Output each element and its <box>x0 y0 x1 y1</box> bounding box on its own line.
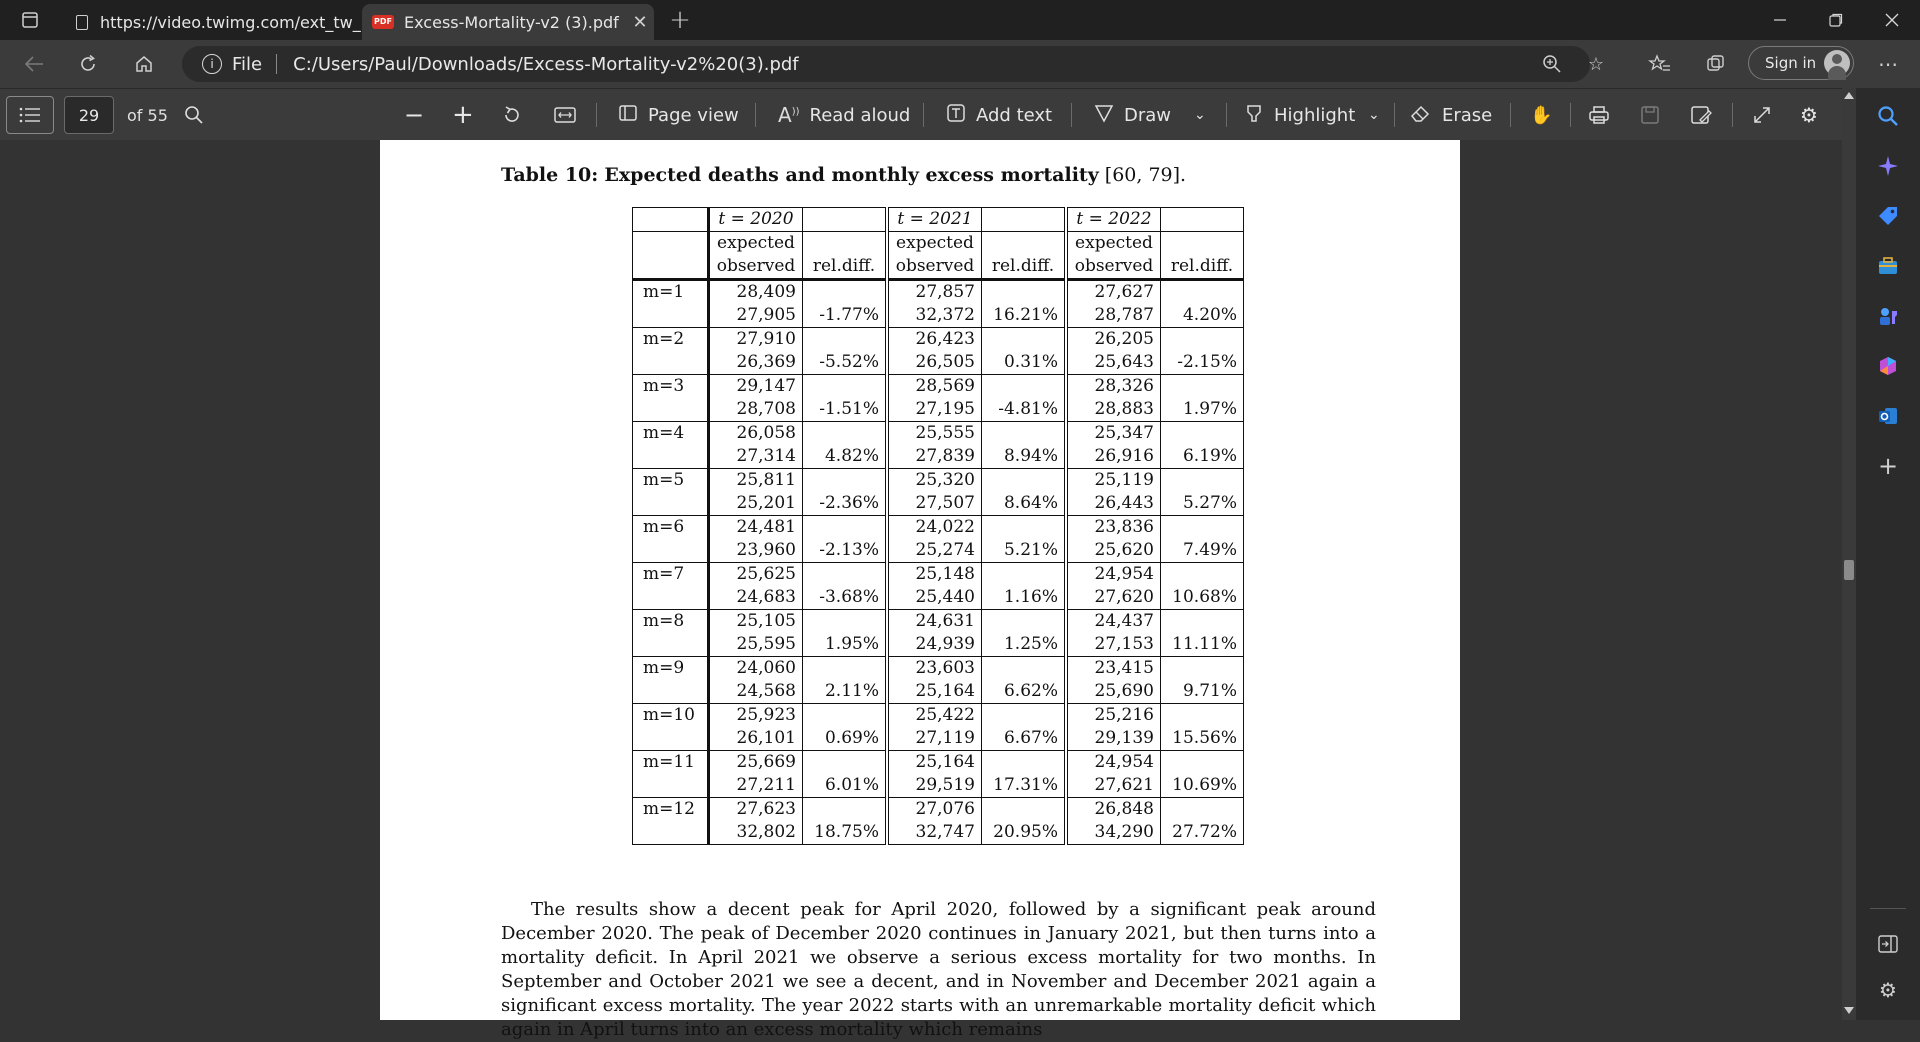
expected-value: 27,627 <box>1094 282 1154 302</box>
month-label: m=1 <box>633 280 709 328</box>
table-row <box>633 469 1244 516</box>
expected-value: 24,954 <box>1094 564 1154 584</box>
caption-label: Table 10: <box>501 164 599 186</box>
observed-value: 24,568 <box>736 681 796 701</box>
expected-value: 25,555 <box>915 423 975 443</box>
header-year-2021: t = 2021 <box>887 208 982 232</box>
expected-observed-cell <box>887 657 982 704</box>
month-label: m=8 <box>633 610 709 657</box>
expected-observed-cell <box>709 657 803 704</box>
table-row <box>633 328 1244 375</box>
observed-value: 27,314 <box>736 446 796 466</box>
expected-observed-cell <box>887 328 982 375</box>
observed-value: 25,274 <box>915 540 975 560</box>
zoom-in-icon[interactable]: + <box>452 100 474 130</box>
find-icon[interactable] <box>184 89 204 141</box>
draw-icon <box>1094 103 1114 128</box>
reldiff-value: -1.77% <box>803 280 888 328</box>
restore-icon[interactable] <box>1808 0 1864 40</box>
reldiff-value: 27.72% <box>1161 798 1244 845</box>
month-label: m=9 <box>633 657 709 704</box>
eraser-icon <box>1410 103 1432 128</box>
expected-observed-cell <box>709 704 803 751</box>
scroll-thumb[interactable] <box>1844 560 1854 580</box>
expected-value: 28,326 <box>1094 376 1154 396</box>
sign-in-label: Sign in <box>1765 54 1817 72</box>
expected-observed-cell <box>887 375 982 422</box>
month-label: m=4 <box>633 422 709 469</box>
zoom-icon[interactable] <box>1538 50 1566 78</box>
observed-value: 25,643 <box>1094 352 1154 372</box>
tab-strip <box>0 0 1920 40</box>
expected-observed-cell <box>1066 610 1161 657</box>
header-cell <box>1161 208 1244 232</box>
expected-value: 25,347 <box>1094 423 1154 443</box>
expected-observed-cell <box>709 469 803 516</box>
page-number-input[interactable]: 29 <box>64 96 114 134</box>
list-icon <box>19 107 41 123</box>
table-row <box>633 657 1244 704</box>
observed-value: 27,621 <box>1094 775 1154 795</box>
close-tab-icon[interactable]: ✕ <box>632 11 648 33</box>
draw-label: Draw <box>1124 104 1172 126</box>
expected-observed-cell <box>1066 469 1161 516</box>
observed-value: 26,505 <box>915 352 975 372</box>
divider <box>1071 103 1072 127</box>
touch-write-icon[interactable]: ✋ <box>1530 104 1553 126</box>
document-icon <box>76 13 88 31</box>
divider <box>596 103 597 127</box>
refresh-icon[interactable] <box>70 48 106 80</box>
expected-observed-cell <box>709 563 803 610</box>
expected-observed-cell <box>1066 375 1161 422</box>
expected-observed-cell <box>1066 280 1161 328</box>
reldiff-value: 4.20% <box>1161 280 1244 328</box>
observed-value: 24,683 <box>736 587 796 607</box>
vertical-scrollbar[interactable] <box>1842 88 1856 1020</box>
expected-observed-cell <box>887 469 982 516</box>
observed-value: 28,883 <box>1094 399 1154 419</box>
month-label: m=6 <box>633 516 709 563</box>
pdf-page <box>380 140 1460 1040</box>
mortality-table <box>632 207 1244 845</box>
table-row <box>633 375 1244 422</box>
header-cell <box>982 208 1067 232</box>
observed-value: 27,195 <box>915 399 975 419</box>
expected-observed-cell <box>1066 657 1161 704</box>
reldiff-value: 5.21% <box>982 516 1067 563</box>
expected-observed-cell <box>1066 516 1161 563</box>
observed-value: 24,939 <box>915 634 975 654</box>
expected-value: 28,569 <box>915 376 975 396</box>
table-row <box>633 798 1244 845</box>
minimize-icon[interactable] <box>1752 0 1808 40</box>
subheader-expected-observed: expected observed <box>709 232 803 280</box>
table-of-contents-button[interactable] <box>6 96 54 134</box>
expected-observed-cell <box>709 422 803 469</box>
read-aloud-icon: A)) <box>778 103 800 127</box>
observed-value: 29,519 <box>915 775 975 795</box>
table-row <box>633 610 1244 657</box>
table-row <box>633 751 1244 798</box>
expected-observed-cell <box>709 798 803 845</box>
reldiff-value: 15.56% <box>1161 704 1244 751</box>
new-tab-icon[interactable]: + <box>669 5 691 35</box>
more-menu-icon[interactable]: ⋯ <box>1878 52 1898 76</box>
expected-value: 23,836 <box>1094 517 1154 537</box>
reldiff-value: -3.68% <box>803 563 888 610</box>
expected-value: 25,422 <box>915 705 975 725</box>
observed-value: 25,690 <box>1094 681 1154 701</box>
expected-value: 26,848 <box>1094 799 1154 819</box>
pdf-toolbar <box>0 88 1842 140</box>
caption-title: Expected deaths and monthly excess mortality <box>604 164 1099 186</box>
url-text[interactable]: C:/Users/Paul/Downloads/Excess-Mortality-v2%20(3).pdf <box>293 53 799 75</box>
expected-value: 25,216 <box>1094 705 1154 725</box>
navigation-bar <box>0 40 1920 88</box>
observed-value: 26,916 <box>1094 446 1154 466</box>
expected-observed-cell <box>1066 704 1161 751</box>
tools-briefcase-icon[interactable] <box>1872 250 1904 282</box>
expected-value: 26,205 <box>1094 329 1154 349</box>
observed-value: 32,372 <box>915 305 975 325</box>
avatar <box>1824 50 1850 76</box>
divider <box>1570 103 1571 127</box>
expected-observed-cell <box>887 751 982 798</box>
reldiff-value: 8.94% <box>982 422 1067 469</box>
reldiff-value: 11.11% <box>1161 610 1244 657</box>
header-cell <box>633 232 709 280</box>
reldiff-value: -4.81% <box>982 375 1067 422</box>
observed-value: 29,139 <box>1094 728 1154 748</box>
expected-value: 25,625 <box>736 564 796 584</box>
divider <box>1732 103 1733 127</box>
page-view-icon <box>618 103 638 127</box>
draw-options-chevron-down-icon[interactable]: ⌄ <box>1194 107 1206 123</box>
expected-observed-cell <box>709 751 803 798</box>
observed-value: 25,201 <box>736 493 796 513</box>
reldiff-value: 7.49% <box>1161 516 1244 563</box>
observed-value: 27,507 <box>915 493 975 513</box>
rotate-icon[interactable] <box>502 89 522 141</box>
reldiff-value: 16.21% <box>982 280 1067 328</box>
highlight-label: Highlight <box>1274 104 1356 126</box>
erase-label: Erase <box>1442 104 1493 126</box>
month-label: m=12 <box>633 798 709 845</box>
reldiff-value: -5.52% <box>803 328 888 375</box>
expected-observed-cell <box>887 280 982 328</box>
expected-observed-cell <box>887 798 982 845</box>
observed-value: 27,153 <box>1094 634 1154 654</box>
copilot-sparkle-icon[interactable] <box>1872 150 1904 182</box>
observed-value: 27,905 <box>736 305 796 325</box>
expected-value: 24,481 <box>736 517 796 537</box>
expected-observed-cell <box>887 516 982 563</box>
observed-value: 25,620 <box>1094 540 1154 560</box>
address-bar[interactable] <box>182 46 1590 82</box>
collections-icon[interactable] <box>1702 50 1730 78</box>
reldiff-value: 17.31% <box>982 751 1067 798</box>
reldiff-value: -2.15% <box>1161 328 1244 375</box>
expected-value: 24,022 <box>915 517 975 537</box>
save-icon[interactable] <box>1640 89 1660 141</box>
expected-observed-cell <box>709 516 803 563</box>
observed-value: 32,802 <box>736 822 796 842</box>
reldiff-value: 1.97% <box>1161 375 1244 422</box>
expected-observed-cell <box>1066 422 1161 469</box>
page-view-label: Page view <box>648 104 739 126</box>
observed-value: 32,747 <box>915 822 975 842</box>
home-icon[interactable] <box>126 48 162 80</box>
tab-title: https://video.twimg.com/ext_tw_ <box>100 12 361 32</box>
pdf-icon: PDF <box>374 13 392 31</box>
expected-value: 24,437 <box>1094 611 1154 631</box>
reldiff-value: 10.69% <box>1161 751 1244 798</box>
expected-value: 23,415 <box>1094 658 1154 678</box>
reldiff-value: 0.31% <box>982 328 1067 375</box>
reldiff-value: 2.11% <box>803 657 888 704</box>
observed-value: 25,595 <box>736 634 796 654</box>
expected-value: 25,320 <box>915 470 975 490</box>
expected-value: 29,147 <box>736 376 796 396</box>
expected-observed-cell <box>1066 563 1161 610</box>
reldiff-value: 5.27% <box>1161 469 1244 516</box>
add-text-label: Add text <box>976 104 1053 126</box>
reldiff-value: -1.51% <box>803 375 888 422</box>
observed-value: 34,290 <box>1094 822 1154 842</box>
microsoft-365-icon[interactable] <box>1872 350 1904 382</box>
subheader-expected-observed: expected observed <box>1066 232 1161 280</box>
table-caption <box>501 164 1186 186</box>
print-icon[interactable] <box>1588 89 1610 141</box>
subheader-expected-observed: expected observed <box>887 232 982 280</box>
month-label: m=3 <box>633 375 709 422</box>
expected-value: 25,164 <box>915 752 975 772</box>
expected-value: 27,857 <box>915 282 975 302</box>
expected-observed-cell <box>887 704 982 751</box>
add-sidebar-app-icon[interactable]: + <box>1877 452 1899 480</box>
expected-value: 27,910 <box>736 329 796 349</box>
table-row <box>633 422 1244 469</box>
table-subheader-row <box>633 232 1244 280</box>
read-aloud-label: Read aloud <box>809 104 911 126</box>
expected-value: 25,669 <box>736 752 796 772</box>
games-chess-icon[interactable] <box>1872 300 1904 332</box>
hide-sidebar-icon[interactable] <box>1872 928 1904 960</box>
add-text-icon <box>946 103 966 128</box>
expected-value: 25,148 <box>915 564 975 584</box>
divider <box>276 54 277 74</box>
back-arrow-icon[interactable] <box>16 48 52 80</box>
reldiff-value: 1.25% <box>982 610 1067 657</box>
draw-button[interactable] <box>1094 89 1171 141</box>
observed-value: 23,960 <box>736 540 796 560</box>
divider <box>1394 103 1395 127</box>
expected-observed-cell <box>887 610 982 657</box>
reldiff-value: 1.95% <box>803 610 888 657</box>
reldiff-value: 1.16% <box>982 563 1067 610</box>
outlook-icon[interactable] <box>1872 400 1904 432</box>
expected-observed-cell <box>887 422 982 469</box>
erase-button[interactable] <box>1410 89 1492 141</box>
shopping-tag-icon[interactable] <box>1872 200 1904 232</box>
observed-value: 28,787 <box>1094 305 1154 325</box>
divider <box>755 103 756 127</box>
divider <box>1226 103 1227 127</box>
zoom-out-icon[interactable]: − <box>404 101 425 129</box>
browser-sidebar <box>1856 88 1920 1020</box>
expected-value: 26,423 <box>915 329 975 349</box>
scroll-up-icon[interactable] <box>1844 92 1854 99</box>
expected-observed-cell <box>1066 798 1161 845</box>
add-text-button[interactable] <box>946 89 1052 141</box>
subheader-reldiff: rel.diff. <box>982 232 1067 280</box>
reldiff-value: 6.01% <box>803 751 888 798</box>
observed-value: 27,119 <box>915 728 975 748</box>
observed-value: 26,443 <box>1094 493 1154 513</box>
info-icon[interactable]: i <box>202 54 222 74</box>
divider <box>923 103 924 127</box>
expected-value: 27,623 <box>736 799 796 819</box>
expected-value: 23,603 <box>915 658 975 678</box>
header-year-2022: t = 2022 <box>1066 208 1161 232</box>
observed-value: 28,708 <box>736 399 796 419</box>
reldiff-value: 6.62% <box>982 657 1067 704</box>
header-cell <box>803 208 888 232</box>
sidebar-settings-gear-icon[interactable]: ⚙ <box>1879 978 1897 1002</box>
tab-pdf[interactable] <box>362 4 654 40</box>
reldiff-value: 20.95% <box>982 798 1067 845</box>
observed-value: 25,440 <box>915 587 975 607</box>
highlight-button[interactable] <box>1244 89 1355 141</box>
close-window-icon[interactable] <box>1864 0 1920 40</box>
month-label: m=11 <box>633 751 709 798</box>
settings-gear-icon[interactable]: ⚙ <box>1800 103 1818 127</box>
table-row <box>633 516 1244 563</box>
expected-value: 24,060 <box>736 658 796 678</box>
reldiff-value: 9.71% <box>1161 657 1244 704</box>
table-row <box>633 280 1244 328</box>
expected-value: 25,923 <box>736 705 796 725</box>
expected-value: 27,076 <box>915 799 975 819</box>
sign-in-button[interactable] <box>1748 46 1854 80</box>
table-row <box>633 704 1244 751</box>
expected-value: 24,954 <box>1094 752 1154 772</box>
body-paragraph <box>501 898 1376 1042</box>
save-as-icon[interactable] <box>1690 89 1712 141</box>
paragraph-text: The results show a decent peak for April 2020, followed by a significant peak around December 2020. The peak of December 2020 continues in January 2021, but then turns into a mortality deficit. In April 2021 we observe a serious excess mortality for two months. In September and October 2021 we see a decent, and in November and December 2021 again a significant excess mortality. The year 2022 starts with an unremarkable mortality deficit which again in April turns into an excess mortality which remains <box>501 899 1376 1040</box>
observed-value: 27,839 <box>915 446 975 466</box>
scheme-label: File <box>232 53 263 75</box>
observed-value: 26,369 <box>736 352 796 372</box>
full-screen-icon[interactable] <box>1752 89 1772 141</box>
tab-actions-icon[interactable] <box>10 0 50 40</box>
table-header-row <box>633 208 1244 232</box>
expected-value: 25,119 <box>1094 470 1154 490</box>
caption-refs: [60, 79]. <box>1104 164 1187 186</box>
expected-observed-cell <box>709 375 803 422</box>
expected-observed-cell <box>709 328 803 375</box>
reldiff-value: 6.67% <box>982 704 1067 751</box>
search-icon[interactable] <box>1872 100 1904 132</box>
observed-value: 27,620 <box>1094 587 1154 607</box>
add-favorite-icon[interactable]: ☆ <box>1587 53 1605 75</box>
subheader-reldiff: rel.diff. <box>803 232 888 280</box>
expected-observed-cell <box>709 280 803 328</box>
reldiff-value: 10.68% <box>1161 563 1244 610</box>
fit-page-icon[interactable] <box>554 89 576 141</box>
expected-value: 25,105 <box>736 611 796 631</box>
page-count: of 55 <box>127 105 168 125</box>
divider <box>1870 908 1906 909</box>
month-label: m=2 <box>633 328 709 375</box>
reldiff-value: 8.64% <box>982 469 1067 516</box>
scroll-down-icon[interactable] <box>1844 1007 1854 1014</box>
observed-value: 26,101 <box>736 728 796 748</box>
favorites-icon[interactable] <box>1646 50 1674 78</box>
expected-observed-cell <box>709 610 803 657</box>
divider <box>1510 103 1511 127</box>
reldiff-value: 6.19% <box>1161 422 1244 469</box>
tab-video[interactable] <box>64 4 361 40</box>
reldiff-value: 4.82% <box>803 422 888 469</box>
expected-observed-cell <box>1066 328 1161 375</box>
read-aloud-button[interactable] <box>778 89 910 141</box>
expected-value: 28,409 <box>736 282 796 302</box>
page-view-button[interactable] <box>618 89 739 141</box>
observed-value: 27,211 <box>736 775 796 795</box>
expected-observed-cell <box>1066 751 1161 798</box>
header-year-2020: t = 2020 <box>709 208 803 232</box>
month-label: m=5 <box>633 469 709 516</box>
expected-value: 26,058 <box>736 423 796 443</box>
tab-title: Excess-Mortality-v2 (3).pdf <box>404 12 619 32</box>
subheader-reldiff: rel.diff. <box>1161 232 1244 280</box>
highlight-options-chevron-down-icon[interactable]: ⌄ <box>1368 107 1380 123</box>
expected-value: 24,631 <box>915 611 975 631</box>
month-label: m=7 <box>633 563 709 610</box>
table-row <box>633 563 1244 610</box>
expected-value: 25,811 <box>736 470 796 490</box>
pdf-viewport[interactable] <box>0 140 1842 1040</box>
reldiff-value: -2.36% <box>803 469 888 516</box>
reldiff-value: -2.13% <box>803 516 888 563</box>
highlight-icon <box>1244 103 1264 128</box>
reldiff-value: 18.75% <box>803 798 888 845</box>
month-label: m=10 <box>633 704 709 751</box>
header-cell <box>633 208 709 232</box>
observed-value: 25,164 <box>915 681 975 701</box>
reldiff-value: 0.69% <box>803 704 888 751</box>
expected-observed-cell <box>887 563 982 610</box>
